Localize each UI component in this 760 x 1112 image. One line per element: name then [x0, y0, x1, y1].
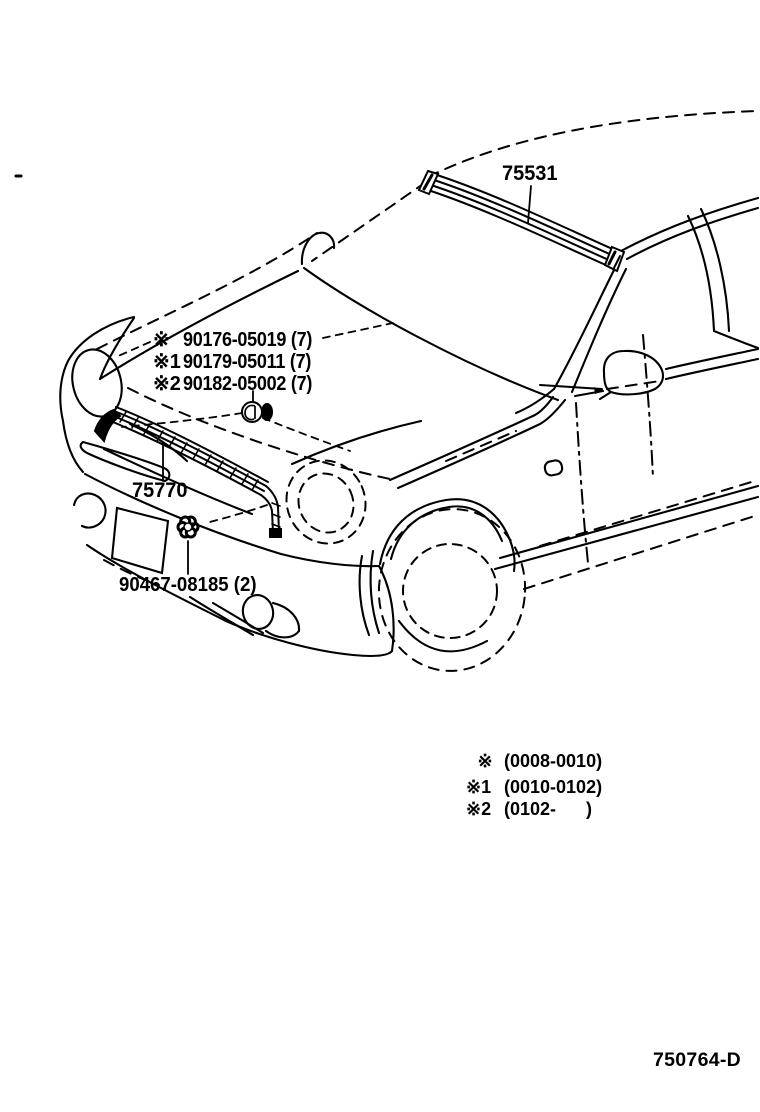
clip-part-number: 90176-05019 (7) [183, 329, 313, 351]
legend-mark: ※1 [466, 777, 492, 797]
beltline-right-2 [666, 359, 758, 379]
cowl-line [128, 388, 390, 479]
beltline-mid [540, 385, 602, 389]
left-a-pillar-edge [312, 182, 426, 261]
part-label-windshield-moulding: 75531 [502, 162, 558, 185]
reference-mark: ※2 [153, 373, 181, 395]
sill-dash-mid [607, 381, 660, 389]
reference-mark: ※ [153, 329, 170, 351]
wheel-arch-lip [391, 506, 502, 559]
hood-gap-dash [446, 431, 516, 461]
legend-row [466, 778, 602, 796]
front-fender-outline [60, 317, 134, 472]
figure-code: 750764-D [653, 1049, 742, 1071]
legend-mark: ※ [477, 751, 493, 771]
bumper-clip-symbol [178, 517, 198, 537]
hood-moulding-end-left [95, 410, 120, 441]
door-lower-dash [540, 480, 758, 546]
moulding-clip-symbol [242, 402, 273, 422]
roof-arc [428, 111, 758, 177]
hood-moulding-end-right [270, 529, 281, 537]
right-headlight-outer [273, 448, 378, 556]
door-handle [544, 459, 564, 476]
hood-fender-gap-2 [398, 400, 565, 488]
rocker-2 [495, 497, 758, 569]
door-frame-2 [701, 209, 729, 331]
bumper-top-edge [85, 474, 378, 566]
fender-liner-1 [360, 556, 369, 635]
legend-mark: ※2 [466, 799, 492, 819]
part-label-hood-moulding: 75770 [132, 479, 188, 502]
front-wheel-rim [403, 544, 497, 638]
beltline-right-1 [666, 349, 758, 369]
mirror-base [600, 392, 611, 399]
right-fog-light [239, 592, 276, 632]
windshield-moulding-75531 [419, 171, 624, 271]
rocker-1 [500, 486, 758, 558]
roof-rail-2 [627, 208, 758, 259]
legend-row [466, 800, 592, 818]
a-pillar-1 [554, 266, 616, 389]
fender-liner-2 [371, 551, 379, 633]
reference-mark: ※1 [153, 351, 181, 373]
part-label-front-clip: 90467-08185 (2) [119, 574, 257, 596]
clip-part-number: 90179-05011 (7) [183, 351, 312, 373]
quarter-sill [714, 331, 758, 348]
left-headlight [65, 344, 128, 422]
clip-callout-row [153, 330, 326, 350]
legend-row [466, 752, 602, 770]
clip-part-number: 90182-05002 (7) [183, 373, 313, 395]
legend-range: (0010-0102) [504, 777, 603, 797]
a-pillar-2 [572, 269, 626, 392]
roof-rail-1 [621, 198, 758, 251]
hood-right-edge [292, 421, 421, 464]
pillar-base [516, 389, 554, 413]
clip-callout-row [153, 374, 326, 394]
license-plate [112, 508, 168, 573]
legend-range: (0102- ) [504, 799, 593, 819]
fender-door-gap [576, 403, 588, 563]
legend-range: (0008-0010) [504, 751, 603, 771]
bumper-bottom-edge [87, 545, 392, 656]
grille [81, 442, 170, 481]
clip-callout-row [153, 352, 325, 372]
left-fog-light [74, 493, 106, 527]
hood-fender-gap-1 [390, 397, 553, 480]
tire-inner-arc [399, 621, 487, 651]
right-headlight-inner [289, 465, 363, 542]
